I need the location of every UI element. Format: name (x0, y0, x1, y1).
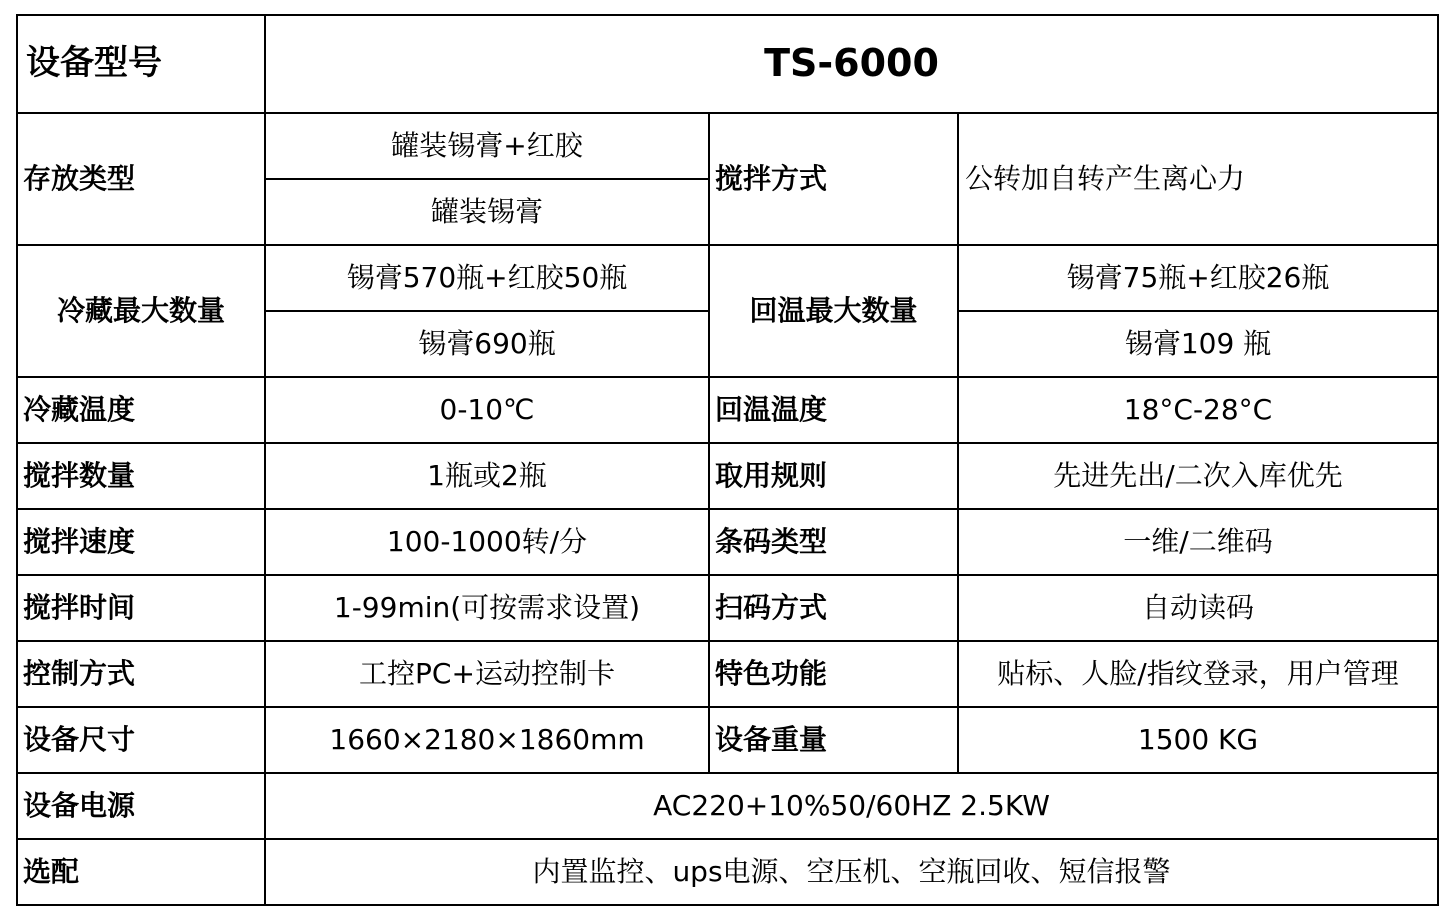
spec-value-left: 0-10℃ (265, 377, 709, 443)
spec-value-left: 工控PC+运动控制卡 (265, 641, 709, 707)
cold-max-label: 冷藏最大数量 (17, 245, 265, 377)
model-value: TS-6000 (265, 15, 1438, 113)
spec-row (17, 509, 1438, 575)
spec-label-left: 控制方式 (17, 641, 265, 707)
spec-value-right: 先进先出/二次入库优先 (958, 443, 1438, 509)
warm-max-value-1: 锡膏75瓶+红胶26瓶 (958, 245, 1438, 311)
storage-type-value-2: 罐装锡膏 (265, 179, 709, 245)
options-value: 内置监控、ups电源、空压机、空瓶回收、短信报警 (265, 839, 1438, 905)
spec-row (17, 707, 1438, 773)
spec-label-left: 搅拌速度 (17, 509, 265, 575)
stir-method-label: 搅拌方式 (709, 113, 958, 245)
storage-type-value-1: 罐装锡膏+红胶 (265, 113, 709, 179)
warm-max-label: 回温最大数量 (709, 245, 958, 377)
storage-type-row-1 (17, 113, 1438, 179)
spec-label-left: 冷藏温度 (17, 377, 265, 443)
model-label: 设备型号 (17, 15, 265, 113)
spec-label-right: 设备重量 (709, 707, 958, 773)
spec-value-left: 1660×2180×1860mm (265, 707, 709, 773)
storage-type-label: 存放类型 (17, 113, 265, 245)
stir-method-value: 公转加自转产生离心力 (958, 113, 1438, 245)
power-row (17, 773, 1438, 839)
power-value: AC220+10%50/60HZ 2.5KW (265, 773, 1438, 839)
spec-value-left: 100-1000转/分 (265, 509, 709, 575)
spec-value-right: 1500 KG (958, 707, 1438, 773)
power-label: 设备电源 (17, 773, 265, 839)
spec-row (17, 641, 1438, 707)
max-quantity-row-1 (17, 245, 1438, 311)
cold-max-value-1: 锡膏570瓶+红胶50瓶 (265, 245, 709, 311)
spec-label-left: 搅拌时间 (17, 575, 265, 641)
spec-value-right: 自动读码 (958, 575, 1438, 641)
warm-max-value-2: 锡膏109 瓶 (958, 311, 1438, 377)
header-row (17, 15, 1438, 113)
spec-value-left: 1瓶或2瓶 (265, 443, 709, 509)
spec-label-left: 设备尺寸 (17, 707, 265, 773)
spec-label-right: 条码类型 (709, 509, 958, 575)
spec-value-right: 18°C-28°C (958, 377, 1438, 443)
spec-row (17, 443, 1438, 509)
spec-label-right: 扫码方式 (709, 575, 958, 641)
spec-table (16, 14, 1439, 906)
spec-label-left: 搅拌数量 (17, 443, 265, 509)
spec-value-left: 1-99min(可按需求设置) (265, 575, 709, 641)
spec-label-right: 取用规则 (709, 443, 958, 509)
spec-label-right: 特色功能 (709, 641, 958, 707)
spec-value-right: 一维/二维码 (958, 509, 1438, 575)
options-row (17, 839, 1438, 905)
spec-label-right: 回温温度 (709, 377, 958, 443)
spec-row (17, 575, 1438, 641)
spec-row (17, 377, 1438, 443)
spec-value-right: 贴标、人脸/指纹登录，用户管理 (958, 641, 1438, 707)
cold-max-value-2: 锡膏690瓶 (265, 311, 709, 377)
options-label: 选配 (17, 839, 265, 905)
